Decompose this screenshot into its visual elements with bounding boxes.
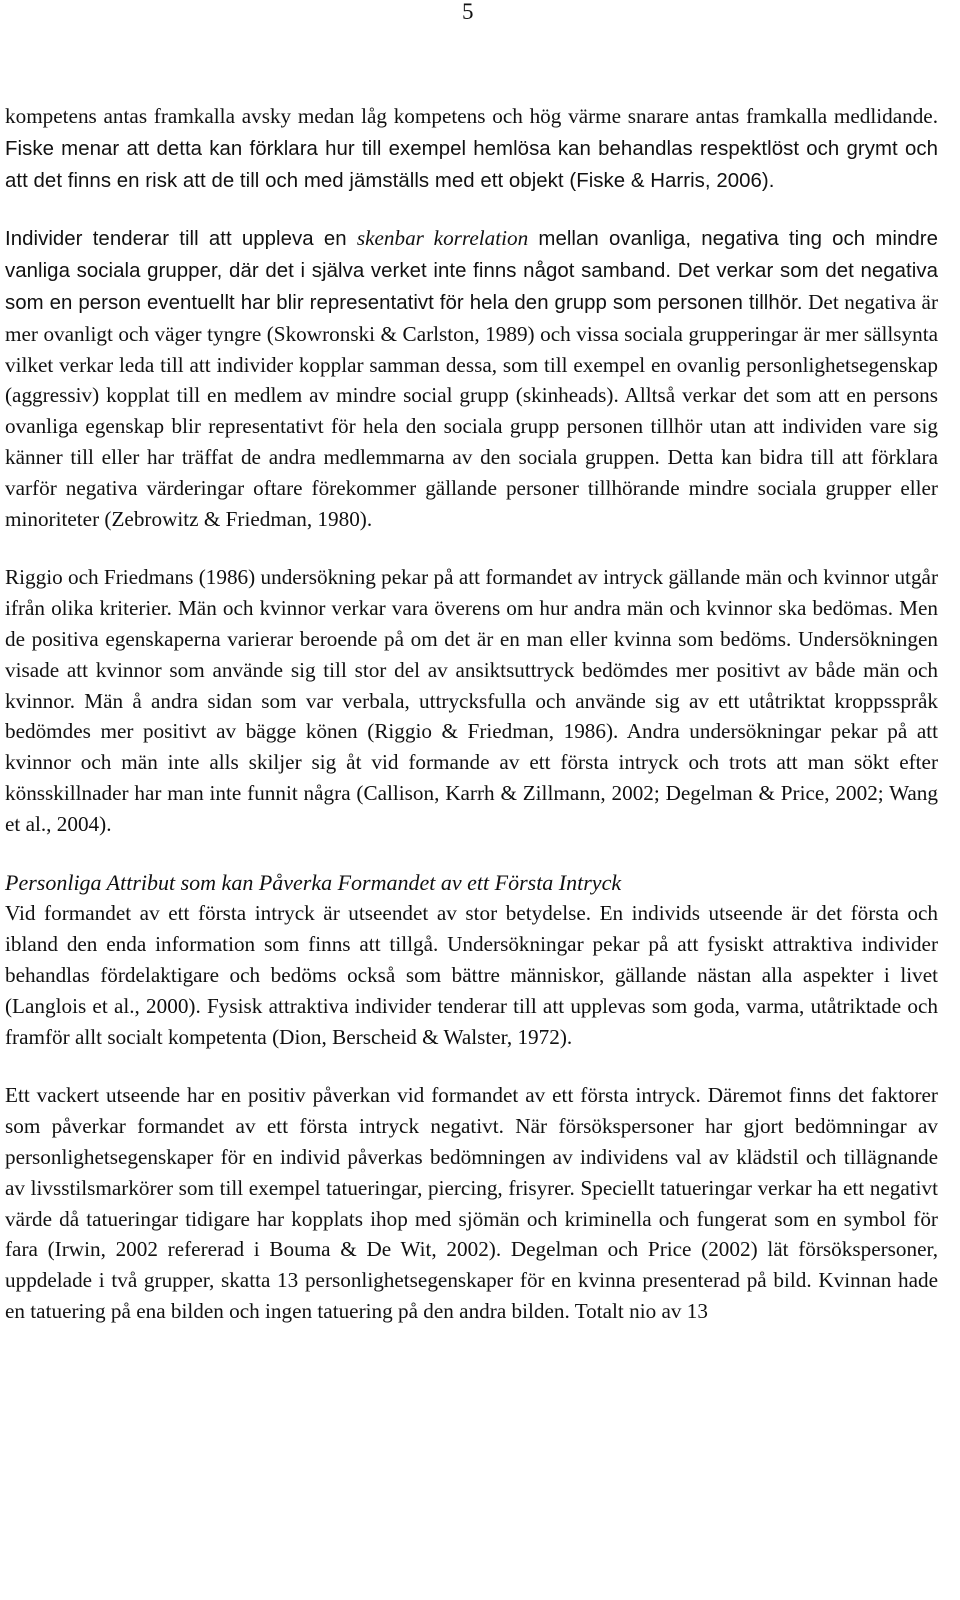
section-heading: Personliga Attribut som kan Påverka Formandet av ett Första Intryck xyxy=(5,869,622,895)
paragraph-2-italic-term: skenbar korrelation xyxy=(356,226,529,251)
paragraph-1-sans-part: Fiske menar att detta kan förklara hur till exempel hemlösa kan behandlas respektlöst och grymt och att det finns en risk att de till och med jämställs med ett objekt (Fiske & Harris, 2006). xyxy=(5,137,938,192)
paragraph-1-serif-part: kompetens antas framkalla avsky medan låg kompetens och hög värme snarare antas framkalla medlidande. xyxy=(5,104,938,128)
paragraph-3: Riggio och Friedmans (1986) undersökning pekar på att formandet av intryck gällande män och kvinnor utgår ifrån olika kriterier. Män och kvinnor verkar vara överens om hur andra män och kvinnor ska bedömas. Men de positiva egenskaperna varierar beroende på om det är en man eller kvinna som bedöms. Undersökningen visade att kvinnor som använde sig till stor del av ansiktsuttryck bedömdes mer positivt av både män och kvinnor. Män å andra sidan som var verbala, uttrycksfulla och använde sig av ett utåtriktat kroppsspråk bedömdes mer positivt av bägge könen (Riggio & Friedman, 1986). Andra undersökningar pekar på att kvinnor och män inte alls skiljer sig åt vid formande av ett första intryck och trots att man sökt efter könsskillnader har man inte funnit några (Callison, Karrh & Zillmann, 2002; Degelman & Price, 2002; Wang et al., 2004). xyxy=(5,565,938,836)
paragraph-1 xyxy=(5,101,938,196)
paragraph-2-sans-tail: mellan ovanliga, negativa ting och mindre vanliga sociala grupper, där det i själva verket inte finns något samband. Det verkar som det negativa som en person eventuellt har blir representativt för hela den grupp som personen tillhör. xyxy=(5,228,939,314)
paragraph-4: Vid formandet av ett första intryck är utseendet av stor betydelse. En individs utseende är det första och ibland den enda information som finns att tillgå. Undersökningar pekar på att fysiskt attraktiva individer behandlas fördelaktigare och bedöms också som bättre människor, gällande nästan alla aspekter i livet (Langlois et al., 2000). Fysisk attraktiva individer tenderar till att upplevas som goda, varma, utåtriktade och framför allt socialt kompetenta (Dion, Berscheid & Walster, 1972). xyxy=(5,901,938,1049)
paragraph-2-serif-part: Det negativa är mer ovanligt och väger tyngre (Skowronski & Carlston, 1989) och vissa sociala grupperingar är mer sällsynta vilket verkar leda till att individer kopplar samman dessa, som till exempel en ovanlig personlighetsegenskap (aggressiv) kopplat till en medlem av mindre social grupp (skinheads). Alltså verkar det som att en persons ovanliga egenskap blir representativt för hela den sociala grupp personen tillhör utan att individen vare sig känner till eller har träffat de andra medlemmarna av den sociala gruppen. Detta kan bidra till att förklara varför negativa värderingar oftare förekommer gällande personer tillhörande mindre sociala grupper eller minoriteter (Zebrowitz & Friedman, 1980). xyxy=(5,289,939,531)
paragraph-2-lead: Individer tenderar till att uppleva en xyxy=(5,228,357,251)
page-number: 5 xyxy=(462,0,474,24)
paragraph-5: Ett vackert utseende har en positiv påverkan vid formandet av ett första intryck. Däremot finns det faktorer som påverkar formandet av ett första intryck negativt. När försökspersoner har gjort bedömningar av personlighetsegenskaper för en individ påverkas bedömningen av individens val av klädstil och tillägnande av livsstilsmarkörer som till exempel tatueringar, piercing, frisyrer. Speciellt tatueringar verkar ha ett negativt värde då tatueringar tidigare har kopplats ihop med sjömän och kriminella och fungerat som en symbol för fara (Irwin, 2002 refererad i Bouma & De Wit, 2002). Degelman och Price (2002) lät försökspersoner, uppdelade i två grupper, skatta 13 personlighetsegenskaper för en kvinna presenterad på bild. Kvinnan hade en tatuering på ena bilden och ingen tatuering på den andra bilden. Totalt nio av 13 xyxy=(5,1083,938,1323)
document-body xyxy=(5,101,938,1327)
paragraph-2 xyxy=(5,223,938,534)
